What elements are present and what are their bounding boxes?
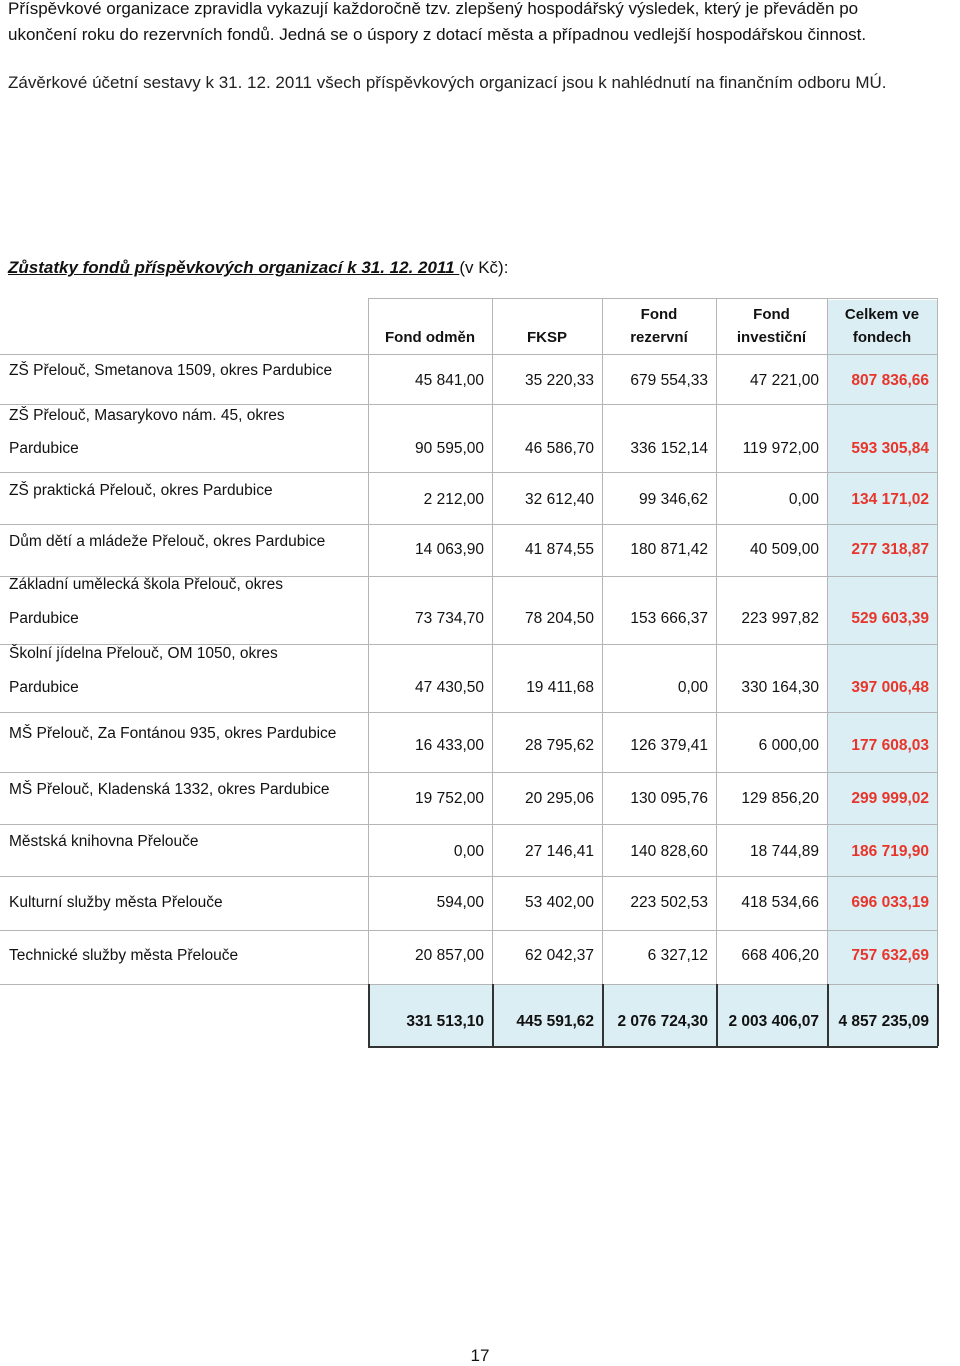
column-sum-value: 2 076 724,30 [617,1013,708,1030]
row-total-value: 177 608,03 [851,737,929,754]
cell-value: 336 152,14 [630,440,708,457]
column-header-3-line-1: Fond [640,306,678,323]
row-total-value: 186 719,90 [851,843,929,860]
cell-value: 32 612,40 [525,491,594,508]
cell-value: 119 972,00 [742,440,819,457]
column-sum-value: 4 857 235,09 [838,1013,929,1030]
cell-value: 6 000,00 [758,737,819,754]
cell-value: 668 406,20 [741,947,819,964]
cell-value: 47 221,00 [750,372,819,389]
row-total-value: 397 006,48 [851,679,929,696]
cell-value: 45 841,00 [415,372,484,389]
cell-value: 20 295,06 [525,790,594,807]
row-separator [0,524,938,525]
column-header-3-line-2: rezervní [630,329,688,346]
cell-value: 6 327,12 [647,947,708,964]
column-header-4-line-2: investiční [736,329,807,346]
row-label: Kulturní služby města Přelouče [9,894,223,911]
intro-line-1: Příspěvkové organizace zpravidla vykazují každoročně tzv. zlepšený hospodářský výsledek, který je převáděn po [8,0,859,18]
totals-bottom-border [368,1046,938,1048]
row-label-continued: Pardubice [9,610,79,627]
column-header-5-line-2: fondech [852,329,912,346]
section-heading-unit: (v Kč): [459,258,509,277]
cell-value: 2 212,00 [423,491,484,508]
row-label: ZŠ praktická Přelouč, okres Pardubice [9,482,273,499]
cell-value: 19 752,00 [415,790,484,807]
row-separator [0,984,938,985]
cell-value: 62 042,37 [525,947,594,964]
cell-value: 47 430,50 [415,679,484,696]
row-total-value: 757 632,69 [851,947,929,964]
cell-value: 0,00 [788,491,819,508]
column-sum-value: 2 003 406,07 [728,1013,819,1030]
row-separator [0,824,938,825]
cell-value: 20 857,00 [415,947,484,964]
intro-line-3: Závěrkové účetní sestavy k 31. 12. 2011 všech příspěvkových organizací jsou k nahlédnutí na finančním odboru MÚ. [8,73,887,92]
column-separator [602,298,603,984]
cell-value: 130 095,76 [630,790,708,807]
cell-value: 27 146,41 [525,843,594,860]
cell-value: 180 871,42 [630,541,708,558]
column-separator [937,298,938,984]
cell-value: 126 379,41 [630,737,708,754]
column-header-5-line-1: Celkem ve [844,306,920,323]
column-header-4-line-1: Fond [753,306,790,323]
cell-value: 90 595,00 [415,440,484,457]
row-total-value: 696 033,19 [851,894,929,911]
cell-value: 0,00 [453,843,484,860]
row-separator [0,712,938,713]
row-separator [0,772,938,773]
row-separator [0,404,938,405]
column-sum-value: 331 513,10 [406,1013,484,1030]
header-top-line [368,298,937,299]
cell-value: 40 509,00 [750,541,819,558]
cell-value: 28 795,62 [525,737,594,754]
page-number: 17 [470,1346,490,1365]
cell-value: 53 402,00 [525,894,594,911]
row-label-continued: Pardubice [9,440,79,457]
column-sum-value: 445 591,62 [516,1013,594,1030]
row-label: Dům dětí a mládeže Přelouč, okres Pardubice [9,533,326,550]
column-separator [368,298,369,984]
row-label: Městská knihovna Přelouče [9,833,199,850]
cell-value: 99 346,62 [639,491,708,508]
row-label: ZŠ Přelouč, Masarykovo nám. 45, okres [9,407,285,424]
column-header-2-line-2: FKSP [526,329,567,346]
cell-value: 223 997,82 [741,610,819,627]
cell-value: 16 433,00 [415,737,484,754]
cell-value: 78 204,50 [525,610,594,627]
cell-value: 18 744,89 [750,843,819,860]
cell-value: 679 554,33 [630,372,708,389]
row-total-value: 593 305,84 [851,440,929,457]
cell-value: 73 734,70 [415,610,484,627]
column-header-1-line-2: Fond odměn [385,329,475,346]
cell-value: 594,00 [436,894,484,911]
column-separator [716,298,717,984]
total-column-shade [828,300,937,984]
row-label: Technické služby města Přelouče [9,947,239,964]
cell-value: 35 220,33 [525,372,594,389]
row-total-value: 529 603,39 [851,610,929,627]
intro-line-2: ukončení roku do rezervních fondů. Jedná se o úspory z dotací města a případnou vedlejší hospodářskou činnost. [8,25,867,44]
row-total-value: 807 836,66 [851,372,929,389]
row-label: MŠ Přelouč, Za Fontánou 935, okres Pardubice [9,725,337,742]
cell-value: 330 164,30 [741,679,819,696]
row-label: Základní umělecká škola Přelouč, okres [9,576,283,593]
cell-value: 14 063,90 [415,541,484,558]
column-separator [827,298,828,984]
cell-value: 418 534,66 [741,894,819,911]
cell-value: 46 586,70 [525,440,594,457]
totals-column-border [937,984,939,1046]
section-heading-main: Zůstatky fondů příspěvkových organizací k 31. 12. 2011 [8,258,460,277]
cell-value: 129 856,20 [741,790,819,807]
column-separator [492,298,493,984]
row-label: MŠ Přelouč, Kladenská 1332, okres Pardubice [9,781,330,798]
row-total-value: 277 318,87 [851,541,929,558]
cell-value: 0,00 [677,679,708,696]
cell-value: 140 828,60 [630,843,708,860]
row-separator [0,930,938,931]
cell-value: 19 411,68 [526,679,594,696]
row-label: Školní jídelna Přelouč, OM 1050, okres [9,645,278,662]
row-total-value: 134 171,02 [851,491,929,508]
cell-value: 223 502,53 [630,894,708,911]
row-separator [0,354,938,355]
cell-value: 41 874,55 [525,541,594,558]
row-separator [0,876,938,877]
cell-value: 153 666,37 [630,610,708,627]
row-label-continued: Pardubice [9,679,79,696]
row-separator [0,472,938,473]
row-label: ZŠ Přelouč, Smetanova 1509, okres Pardubice [9,362,333,379]
row-total-value: 299 999,02 [851,790,929,807]
